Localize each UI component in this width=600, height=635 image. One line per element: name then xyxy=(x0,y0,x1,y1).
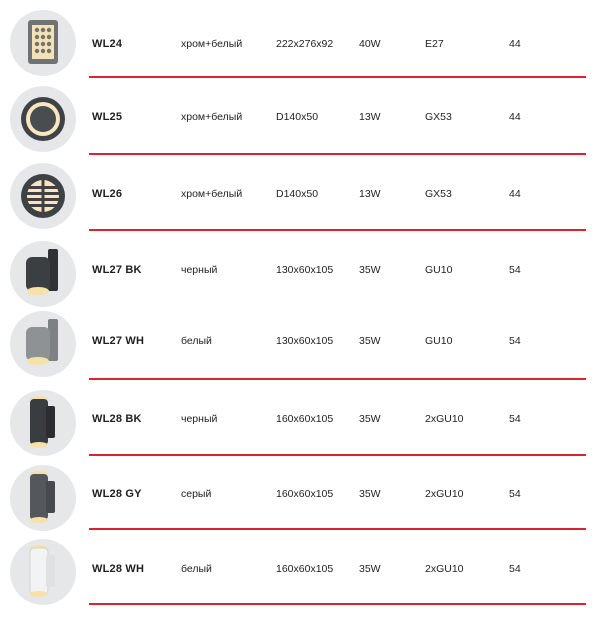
dimensions-value: D140x50 xyxy=(276,111,319,123)
power-value: 40W xyxy=(359,38,381,50)
color-value: хром+белый xyxy=(181,111,243,123)
product-row-wl26 xyxy=(0,158,600,233)
ip-rating-value: 54 xyxy=(509,413,521,425)
socket-value: 2xGU10 xyxy=(425,488,464,500)
product-row-wl28-wh xyxy=(0,534,600,609)
socket-value: 2xGU10 xyxy=(425,563,464,575)
product-row-wl27-bk xyxy=(0,236,600,311)
product-row-wl24 xyxy=(0,5,600,80)
dimensions-value: 222x276x92 xyxy=(276,38,334,50)
power-value: 13W xyxy=(359,111,381,123)
model-name: WL28 GY xyxy=(92,488,142,500)
updown-light-white-icon xyxy=(10,539,76,605)
dimensions-value: 130x60x105 xyxy=(276,264,334,276)
dimensions-value: 130x60x105 xyxy=(276,335,334,347)
dimensions-value: D140x50 xyxy=(276,188,319,200)
socket-value: GU10 xyxy=(425,335,453,347)
socket-value: GX53 xyxy=(425,188,452,200)
model-name: WL28 BK xyxy=(92,413,142,425)
product-row-wl28-bk xyxy=(0,385,600,460)
model-name: WL26 xyxy=(92,188,123,200)
product-row-wl28-gy xyxy=(0,460,600,535)
ip-rating-value: 54 xyxy=(509,488,521,500)
row-divider xyxy=(89,76,586,78)
power-value: 35W xyxy=(359,488,381,500)
color-value: хром+белый xyxy=(181,38,243,50)
updown-light-grey-icon xyxy=(10,465,76,531)
square-patterned-lamp-icon xyxy=(10,10,76,76)
dimensions-value: 160x60x105 xyxy=(276,413,334,425)
row-divider xyxy=(89,454,586,456)
color-value: белый xyxy=(181,335,212,347)
row-divider xyxy=(89,153,586,155)
model-name: WL27 WH xyxy=(92,335,145,347)
dimensions-value: 160x60x105 xyxy=(276,488,334,500)
row-divider xyxy=(89,528,586,530)
model-name: WL27 BK xyxy=(92,264,142,276)
model-name: WL25 xyxy=(92,111,123,123)
socket-value: 2xGU10 xyxy=(425,413,464,425)
power-value: 35W xyxy=(359,264,381,276)
ip-rating-value: 54 xyxy=(509,563,521,575)
color-value: хром+белый xyxy=(181,188,243,200)
updown-light-dark-icon xyxy=(10,390,76,456)
model-name: WL24 xyxy=(92,38,123,50)
power-value: 35W xyxy=(359,413,381,425)
socket-value: GX53 xyxy=(425,111,452,123)
cylinder-downlight-dark-icon xyxy=(10,241,76,307)
row-divider xyxy=(89,378,586,380)
row-divider xyxy=(89,603,586,605)
row-divider xyxy=(89,229,586,231)
product-row-wl27-wh xyxy=(0,306,600,381)
power-value: 13W xyxy=(359,188,381,200)
color-value: черный xyxy=(181,264,218,276)
color-value: белый xyxy=(181,563,212,575)
power-value: 35W xyxy=(359,563,381,575)
cylinder-downlight-grey-icon xyxy=(10,311,76,377)
model-name: WL28 WH xyxy=(92,563,145,575)
ip-rating-value: 44 xyxy=(509,38,521,50)
socket-value: GU10 xyxy=(425,264,453,276)
color-value: черный xyxy=(181,413,218,425)
ip-rating-value: 44 xyxy=(509,111,521,123)
ip-rating-value: 54 xyxy=(509,335,521,347)
round-ring-lamp-icon xyxy=(10,86,76,152)
color-value: серый xyxy=(181,488,212,500)
socket-value: E27 xyxy=(425,38,444,50)
ip-rating-value: 44 xyxy=(509,188,521,200)
product-row-wl25 xyxy=(0,81,600,156)
power-value: 35W xyxy=(359,335,381,347)
ip-rating-value: 54 xyxy=(509,264,521,276)
dimensions-value: 160x60x105 xyxy=(276,563,334,575)
round-grille-lamp-icon xyxy=(10,163,76,229)
